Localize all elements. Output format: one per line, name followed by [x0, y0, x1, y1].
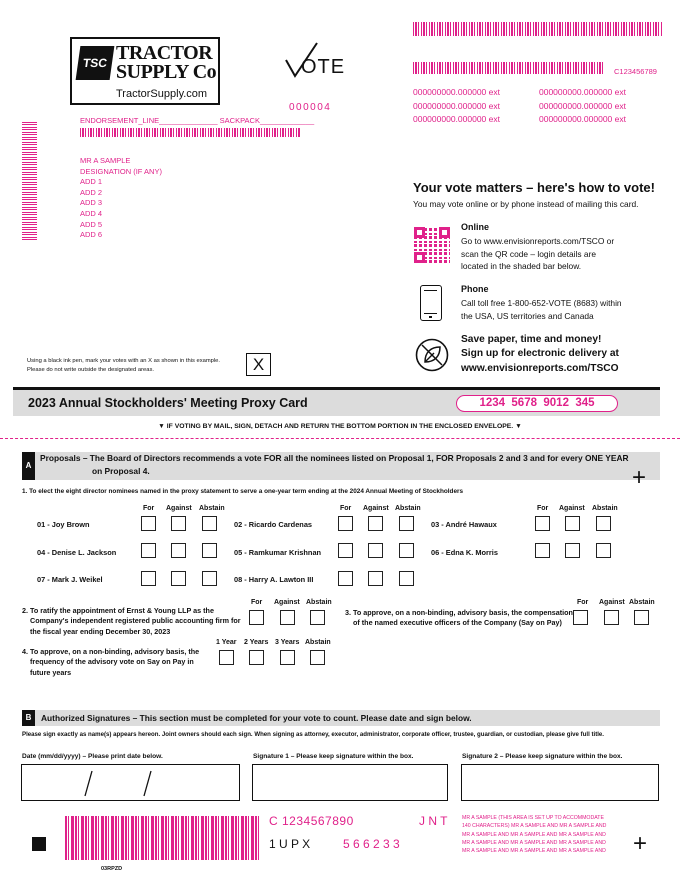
paper-text-line: Sign up for electronic delivery at: [461, 348, 619, 360]
ext-code: 000000000.000000 ext: [539, 100, 626, 111]
sample-text-line: 140 CHARACTERS) MR A SAMPLE AND MR A SAMPLE AND: [462, 823, 607, 830]
online-text: [461, 235, 614, 273]
col-header-abstain: Abstain: [306, 599, 332, 606]
for-checkbox[interactable]: [141, 516, 156, 531]
abstain-checkbox[interactable]: [310, 610, 325, 625]
proposal-line: future years: [30, 667, 72, 677]
qr-code-icon: [414, 227, 450, 263]
address-line: ADD 3: [80, 198, 103, 208]
section-a-line: on Proposal 4.: [92, 465, 150, 476]
col-header-against: Against: [363, 505, 389, 512]
for-checkbox[interactable]: [573, 610, 588, 625]
address-line: ADD 6: [80, 230, 103, 240]
against-checkbox[interactable]: [565, 543, 580, 558]
section-a-letter: A: [22, 452, 35, 480]
phone-text-line: Call toll free 1-800-652-VOTE (8683) within: [461, 298, 622, 308]
example-mark: X: [252, 355, 265, 374]
footer-code: 1 U P X: [269, 837, 311, 851]
col-header-against: Against: [274, 599, 300, 606]
abstain-checkbox[interactable]: [399, 516, 414, 531]
online-title: Online: [461, 222, 490, 232]
address-block: [80, 156, 162, 241]
nominee-name: 04 - Denise L. Jackson: [37, 548, 117, 557]
col-header-for: For: [577, 599, 589, 606]
proposal-line: 4. To approve, on a non-binding, advisory basis, the: [22, 647, 200, 656]
col-header-against: Against: [599, 599, 625, 606]
plus-mark: +: [633, 830, 648, 857]
for-checkbox[interactable]: [141, 571, 156, 586]
signature-instructions: Please sign exactly as name(s) appears hereon. Joint owners should each sign. When signing as attorney, executor, administrator, corporate officer, trustee, guardian, or custodian, please give full title.: [22, 731, 604, 738]
address-line: ADD 1: [80, 177, 103, 187]
for-checkbox[interactable]: [535, 516, 550, 531]
col-header-abstain: Abstain: [395, 505, 421, 512]
form-code: 03RPZD: [101, 866, 123, 872]
vote-heading: Your vote matters – here's how to vote!: [413, 180, 655, 195]
phone-icon: [420, 285, 442, 321]
paper-text-line: www.envisionreports.com/TSCO: [461, 362, 619, 374]
address-line: MR A SAMPLE: [80, 156, 131, 165]
address-line: ADD 2: [80, 187, 103, 197]
phone-text: [461, 297, 622, 322]
col-header-for: For: [143, 505, 155, 512]
control-id: C123456789: [614, 67, 657, 76]
proposal-4-text: [22, 647, 199, 678]
proposal-line: frequency of the advisory vote on Say on Pay in: [30, 657, 194, 667]
signature-1-field[interactable]: [252, 764, 448, 801]
example-mark-box: [246, 353, 271, 376]
section-a-line: Proposals – The Board of Directors recommends a vote FOR all the nominees listed on Proposal 1, FOR Proposals 2 and 3 and for every ONE YEAR: [40, 453, 629, 463]
proposal-3-text: [345, 608, 573, 629]
abstain-checkbox[interactable]: [596, 516, 611, 531]
paper-text-line: Save paper, time and money!: [461, 334, 602, 345]
signature-1-label: Signature 1 – Please keep signature within the box.: [253, 753, 414, 760]
signature-2-label: Signature 2 – Please keep signature within the box.: [462, 753, 623, 760]
against-checkbox[interactable]: [280, 610, 295, 625]
section-b-title: Authorized Signatures – This section must be completed for your vote to count. Please date and sign below.: [41, 713, 472, 723]
abstain-checkbox[interactable]: [596, 543, 611, 558]
for-checkbox[interactable]: [338, 543, 353, 558]
against-checkbox[interactable]: [565, 516, 580, 531]
for-checkbox[interactable]: [535, 543, 550, 558]
section-b-bar: [22, 710, 660, 726]
phone-text-line: the USA, US territories and Canada: [461, 310, 594, 321]
ext-code: 000000000.000000 ext: [539, 114, 626, 124]
abstain-checkbox[interactable]: [202, 543, 217, 558]
nominee-name: 06 - Edna K. Morris: [431, 548, 498, 557]
endorsement-line: ENDORSEMENT_LINE______________ SACKPACK_____________: [80, 116, 315, 125]
freq-header-two-years: 2 Years: [244, 639, 269, 646]
col-header-for: For: [251, 599, 263, 606]
online-text-line: scan the QR code – login details are: [461, 248, 597, 259]
abstain-checkbox[interactable]: [202, 516, 217, 531]
section-b-letter: B: [22, 710, 35, 726]
logo-name-line2: SUPPLY Co: [116, 61, 217, 83]
vote-subheading: You may vote online or by phone instead of mailing this card.: [413, 199, 639, 209]
against-checkbox[interactable]: [368, 543, 383, 558]
abstain-checkbox[interactable]: [399, 543, 414, 558]
vote-mark: [283, 40, 353, 80]
nominee-name: 02 - Ricardo Cardenas: [234, 520, 313, 529]
control-barcode: [413, 62, 605, 74]
proposal-line: Company's independent registered public accounting firm for: [30, 616, 241, 626]
footer-number: 5 6 6 2 3 3: [343, 837, 400, 851]
signature-2-field[interactable]: [461, 764, 659, 801]
against-checkbox[interactable]: [171, 543, 186, 558]
against-checkbox[interactable]: [171, 516, 186, 531]
nominee-name: 03 - André Hawaux: [431, 520, 497, 529]
nominee-name: 01 - Joy Brown: [37, 520, 90, 529]
against-checkbox[interactable]: [368, 571, 383, 586]
for-checkbox[interactable]: [338, 516, 353, 531]
proposal-line: of the named executive officers of the Company (Say on Pay): [353, 618, 562, 628]
card-number: 1234 5678 9012 345: [456, 395, 618, 412]
against-checkbox[interactable]: [171, 571, 186, 586]
against-checkbox[interactable]: [604, 610, 619, 625]
section-a-heading: [40, 452, 648, 477]
ext-code: 000000000.000000 ext: [413, 87, 500, 97]
ext-code: 000000000.000000 ext: [413, 114, 500, 124]
instruction-line: Please do not write outside the designated areas.: [27, 367, 154, 373]
plus-mark: +: [632, 464, 647, 491]
endorsement-barcode: [80, 128, 300, 137]
nominee-name: 05 - Ramkumar Krishnan: [234, 548, 322, 557]
col-header-abstain: Abstain: [629, 599, 655, 606]
address-line: ADD 4: [80, 208, 103, 218]
col-header-for: For: [340, 505, 352, 512]
sample-text-line: MR A SAMPLE AND MR A SAMPLE AND MR A SAMPLE AND: [462, 839, 606, 846]
instruction-line: Using a black ink pen, mark your votes with an X as shown in this example.: [27, 358, 220, 364]
date-separator-icon: [22, 765, 241, 802]
freq-header-three-years: 3 Years: [275, 639, 300, 646]
card-title: 2023 Annual Stockholders' Meeting Proxy Card: [28, 396, 308, 410]
one-year-checkbox[interactable]: [219, 650, 234, 665]
col-header-against: Against: [559, 505, 585, 512]
freq-header-one-year: 1 Year: [216, 639, 237, 646]
col-header-abstain: Abstain: [592, 505, 618, 512]
logo-name-line1: TRACTOR: [116, 42, 213, 64]
for-checkbox[interactable]: [141, 543, 156, 558]
date-field[interactable]: [21, 764, 240, 801]
nominee-name: 08 - Harry A. Lawton III: [234, 575, 314, 584]
leaf-icon: [415, 338, 449, 372]
proposal-1-text: 1. To elect the eight director nominees named in the proxy statement to serve a one-year term ending at the 2024 Annual Meeting of Stockholders: [22, 488, 464, 495]
nominee-name: 07 - Mark J. Weikel: [37, 575, 103, 584]
two-years-checkbox[interactable]: [249, 650, 264, 665]
address-line: DESIGNATION (IF ANY): [80, 166, 162, 176]
logo-url: TractorSupply.com: [116, 88, 208, 100]
three-years-checkbox[interactable]: [280, 650, 295, 665]
sample-text-block: [462, 814, 606, 855]
abstain-checkbox[interactable]: [202, 571, 217, 586]
sequence-number: 000004: [289, 102, 332, 113]
abstain-checkbox[interactable]: [634, 610, 649, 625]
proposal-line: 3. To approve, on a non-binding, advisory basis, the compensation: [345, 608, 573, 617]
perforation-line: [0, 438, 680, 439]
paper-text: [461, 333, 619, 376]
proposal-line: the fiscal year ending December 30, 2023: [30, 626, 171, 636]
logo-badge: TSC: [76, 46, 115, 80]
ink-instruction: [27, 357, 220, 375]
col-header-abstain: Abstain: [199, 505, 225, 512]
ext-code: 000000000.000000 ext: [413, 100, 500, 111]
address-line: ADD 5: [80, 219, 103, 229]
for-checkbox[interactable]: [249, 610, 264, 625]
freq-header-abstain: Abstain: [305, 639, 331, 646]
proposal-line: 2. To ratify the appointment of Ernst & Young LLP as the: [22, 606, 214, 615]
detach-note: ▼ IF VOTING BY MAIL, SIGN, DETACH AND RETURN THE BOTTOM PORTION IN THE ENCLOSED ENVELOPE. ▼: [158, 423, 522, 430]
col-header-against: Against: [166, 505, 192, 512]
for-checkbox[interactable]: [338, 571, 353, 586]
sample-text-line: MR A SAMPLE AND MR A SAMPLE AND MR A SAMPLE AND: [462, 848, 606, 855]
sample-text-line: MR A SAMPLE AND MR A SAMPLE AND MR A SAMPLE AND: [462, 831, 606, 838]
abstain-checkbox[interactable]: [399, 571, 414, 586]
col-header-for: For: [537, 505, 549, 512]
proposal-2-text: [22, 606, 241, 637]
vertical-barcode: [22, 122, 37, 240]
registration-mark: [32, 837, 46, 851]
online-text-line: Go to www.envisionreports.com/TSCO or: [461, 236, 615, 246]
account-number: C 1234567890: [269, 814, 354, 828]
date-label: Date (mm/dd/yyyy) – Please print date below.: [22, 753, 163, 760]
sample-text-line: MR A SAMPLE (THIS AREA IS SET UP TO ACCOMMODATE: [462, 815, 604, 821]
abstain-checkbox[interactable]: [310, 650, 325, 665]
initials: J N T: [419, 814, 448, 828]
footer-barcode: [65, 816, 261, 860]
company-logo: [70, 37, 220, 105]
ext-code: 000000000.000000 ext: [539, 87, 626, 97]
vote-mark-text: OTE: [301, 56, 346, 78]
title-bar: [13, 387, 660, 416]
against-checkbox[interactable]: [368, 516, 383, 531]
top-barcode: [413, 22, 663, 36]
phone-title: Phone: [461, 284, 489, 294]
online-text-line: located in the shaded bar below.: [461, 261, 582, 271]
